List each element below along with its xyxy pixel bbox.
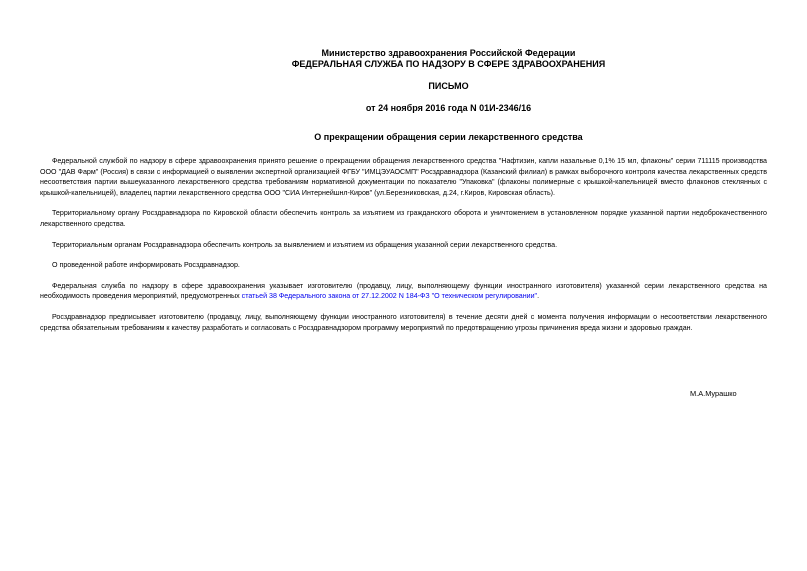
paragraph-5 [40, 281, 767, 302]
service-name: ФЕДЕРАЛЬНАЯ СЛУЖБА ПО НАДЗОРУ В СФЕРЕ ЗДРАВООХРАНЕНИЯ [291, 59, 606, 69]
document-date-number: от 24 ноября 2016 года N 01И-2346/16 [365, 103, 532, 113]
paragraph-6: Росздравнадзор предписывает изготовителю (продавцу, лицу, выполняющему функции иностранного изготовителя) в течение десяти дней с момента получения информации о несоответствии лекарственного средства обязательным требованиям к качеству разработать и согласовать с Росздравнадзором программу мероприятий по предотвращению угрозы причинения вреда жизни и здоровью граждан. [40, 312, 767, 332]
paragraph-1: Федеральной службой по надзору в сфере здравоохранения принято решение о прекращении обращения лекарственного средства "Нафтизин, капли назальные 0,1% 15 мл, флаконы" серии 711115 производства ООО "ДАВ Фарм" (Россия) в связи с информацией о выявлении экспертной организацией ФГБУ "ИМЦЭУАОСМП" Росздравнадзора (Казанский филиал) в рамках выборочного контроля качества лекарственных средств несоответствия партии вышеуказанного лекарственного средства требованиям нормативной документации по показателю "Упаковка" (флаконы полимерные с крышкой-капельницей вместо флаконов стеклянных с крышкой-капельницей), владелец партии лекарственного средства ООО "СИА Интернейшнл-Киров" (ул.Березниковская, д.24, г.Киров, Кировская область). [40, 157, 767, 197]
paragraph-5-text: Федеральная служба по надзору в сфере здравоохранения указывает изготовителю (продавцу, лицу, выполняющему функции иностранного изготовителя) указанной серии лекарственного средства на необходимость проведения мероприятий, предусмотренных [40, 281, 767, 301]
document-type: ПИСЬМО [428, 81, 469, 91]
paragraph-3: Территориальным органам Росздравнадзора обеспечить контроль за выявлением и изъятием из обращения указанной серии лекарственного средства. [52, 240, 558, 249]
paragraph-5-end: . [537, 292, 540, 301]
ministry-name: Министерство здравоохранения Российской Федерации [321, 48, 576, 58]
signature: М.А.Мурашко [690, 389, 737, 398]
paragraph-4: О проведенной работе информировать Росздравнадзор. [52, 261, 240, 270]
federal-law-link[interactable]: статьей 38 Федерального закона от 27.12.2002 N 184-ФЗ "О техническом регулировании" [241, 292, 538, 301]
paragraph-2: Территориальному органу Росздравнадзора по Кировской области обеспечить контроль за изъятием из гражданского оборота и уничтожением в установленном порядке указанной партии недоброкачественного лекарственного средства. [40, 209, 767, 228]
document-title: О прекращении обращения серии лекарственного средства [314, 132, 583, 142]
document-page [40, 40, 767, 333]
